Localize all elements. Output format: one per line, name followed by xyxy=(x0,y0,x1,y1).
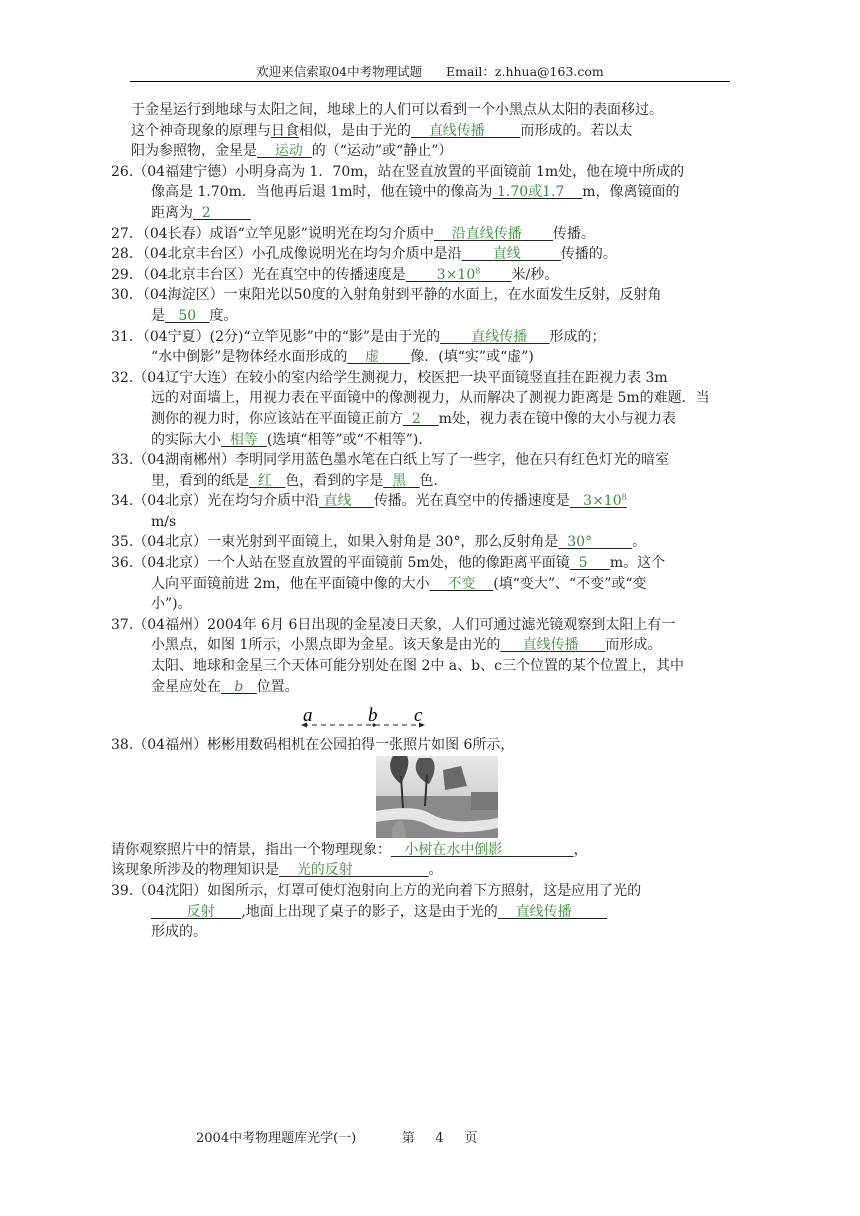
answer: 2 xyxy=(411,410,421,427)
page-footer: 2004中考物理题库光学(一) 第 4 页 xyxy=(196,1131,478,1146)
q35: 35.（04北京）一束光射到平面镜上，如果入射角是 30°，那么反射角是 30° 。 xyxy=(111,534,647,551)
answer: 光的反射 xyxy=(296,862,353,879)
answer: 小树在水中倒影 xyxy=(404,841,503,858)
q29: 29．（04北京丰台区）光在真空中的传播速度是 $3\times 10^8$ 米/秒。 xyxy=(111,266,559,283)
answer: b xyxy=(234,678,244,695)
q30: 30．（04海淀区）一束阳光以50度的入射角射到平静的水面上，在水面发生反射，反射角 是 50 度。 xyxy=(111,287,662,324)
q39: 39.（04沈阳）如图所示，灯罩可使灯泡射向上方的光向着下方照射，这是应用了光的 反射 ,地面上出现了桌子的影子，这是由于光的 直线传播 形成的。 xyxy=(111,883,642,941)
label-b: b xyxy=(368,705,378,727)
rishi-term: 日食 xyxy=(271,122,299,139)
answer: 红 xyxy=(257,472,272,489)
q38-rest: 请你观察照片中的情景，指出一个物理现象： 小树在水中倒影 ， 该现象所涉及的物理知识是 光的反射 。 xyxy=(111,841,588,879)
answer: 不变 xyxy=(447,575,476,592)
q28: 28．（04北京丰台区）小孔成像说明光在均匀介质中是沿 直线 传播的。 xyxy=(111,246,617,263)
abc-diagram-svg xyxy=(131,697,731,735)
q25-line2: 这个神奇现象的原理与日食相似，是由于光的 直线传播 而形成的。若以太 xyxy=(131,122,633,139)
answer: 1.70或1.7 xyxy=(496,184,565,201)
answer: 直线传播 xyxy=(428,122,485,139)
answer: 2 xyxy=(201,204,211,221)
q38-line1: 38.（04福州）彬彬用数码相机在公园拍得一张照片如图 6所示， xyxy=(111,737,515,754)
q25-line3: 阳为参照物，金星是 运动 的（“运动”或“静止”） xyxy=(131,143,453,160)
q33: 33.（04湖南郴州）李明同学用蓝色墨水笔在白纸上写了一些字，他在只有红色灯光的暗室 里，看到的纸是 红 色，看到的字是 黑 色． xyxy=(111,452,670,489)
answer: 直线传播 xyxy=(522,637,579,654)
answer: 50 xyxy=(178,307,197,324)
answer: 相等 xyxy=(229,431,258,448)
answer: 运动 xyxy=(274,143,303,160)
label-c: c xyxy=(414,705,423,727)
answer: 虚 xyxy=(365,349,380,366)
q37: 37.（04福州）2004年 6月 6日出现的金星凌日天象，人们可通过滤光镜观察到太阳上有一 小黑点，如图 1所示，小黑点即为金星。该天象是由光的 直线传播 而形成。 太阳、地球和金星三个天体可能分别处在图 2中 a、b、c三个位置的某个位置上，其中 金星应处在 b 位置。 xyxy=(111,616,684,695)
answer: 黑 xyxy=(392,472,407,489)
q31: 31．（04宁夏）(2分)“立竿见影”中的“影”是由于光的 直线传播 形成的； “水中倒影”是物体经水面形成的 虚 像．(填“实”或“虚”) xyxy=(111,328,606,366)
q32: 32.（04辽宁大连）在较小的室内给学生测视力，校医把一块平面镜竖直挂在距视力表 3m 远的对面墙上，用视力表在平面镜中的像测视力，从而解决了测视力距离是 5m的难题．当 测你的视力时，你应该站在平面镜正前方 2 m处，视力表在镜中像的大小与视力表 的实际大小 相等 (选填“相等”或“不相等”)． xyxy=(111,369,710,448)
q27: 27．（04长春）成语“立竿见影”说明光在均匀介质中 沿直线传播 传播。 xyxy=(111,225,595,242)
page-number: 4 xyxy=(435,1131,444,1146)
answer: 反射 xyxy=(186,903,215,920)
answer: 5 xyxy=(578,555,588,572)
q26: 26.（04福建宁德）小明身高为 1．70m，站在竖直放置的平面镜前 1m处，他在境中所成的 像高是 1.70m．当他再后退 1m时，他在镜中的像高为 1.70或1.7 m，像离镜面的 距离为 2 xyxy=(111,163,685,221)
park-photo-svg xyxy=(131,756,731,840)
answer: 直线 xyxy=(323,493,352,510)
q36: 36.（04北京）一个人站在竖直放置的平面镜前 5m处，他的像距离平面镜 5 m。这个 人向平面镜前进 2m，他在平面镜中像的大小 不变 (填“变大”、“不变”或“变 小”)。 xyxy=(111,555,666,613)
answer: 直线 xyxy=(492,246,521,263)
answer: 沿直线传播 xyxy=(451,225,522,242)
page-header: 欢迎来信索取04中考物理试题 Email：z.hhua@163.com xyxy=(256,64,604,79)
park-photo xyxy=(131,756,731,840)
abc-position-diagram xyxy=(131,697,731,735)
q34: 34.（04北京）光在均匀介质中沿 直线 传播。光在真空中的传播速度是 $3\times 10^8$ m/s xyxy=(111,492,627,530)
header-rule xyxy=(130,81,730,82)
label-a: a xyxy=(303,705,313,727)
answer: 30° xyxy=(567,534,593,551)
question-list xyxy=(111,100,731,943)
q25-line1: 于金星运行到地球与太阳之间，地球上的人们可以看到一个小黑点从太阳的表面移过。 xyxy=(131,102,663,118)
answer: $3\times 10^8$ xyxy=(583,492,627,510)
answer: 直线传播 xyxy=(471,328,528,345)
answer: $3\times 10^8$ xyxy=(436,266,481,283)
photo-bank xyxy=(471,792,498,810)
answer: 直线传播 xyxy=(515,903,572,920)
